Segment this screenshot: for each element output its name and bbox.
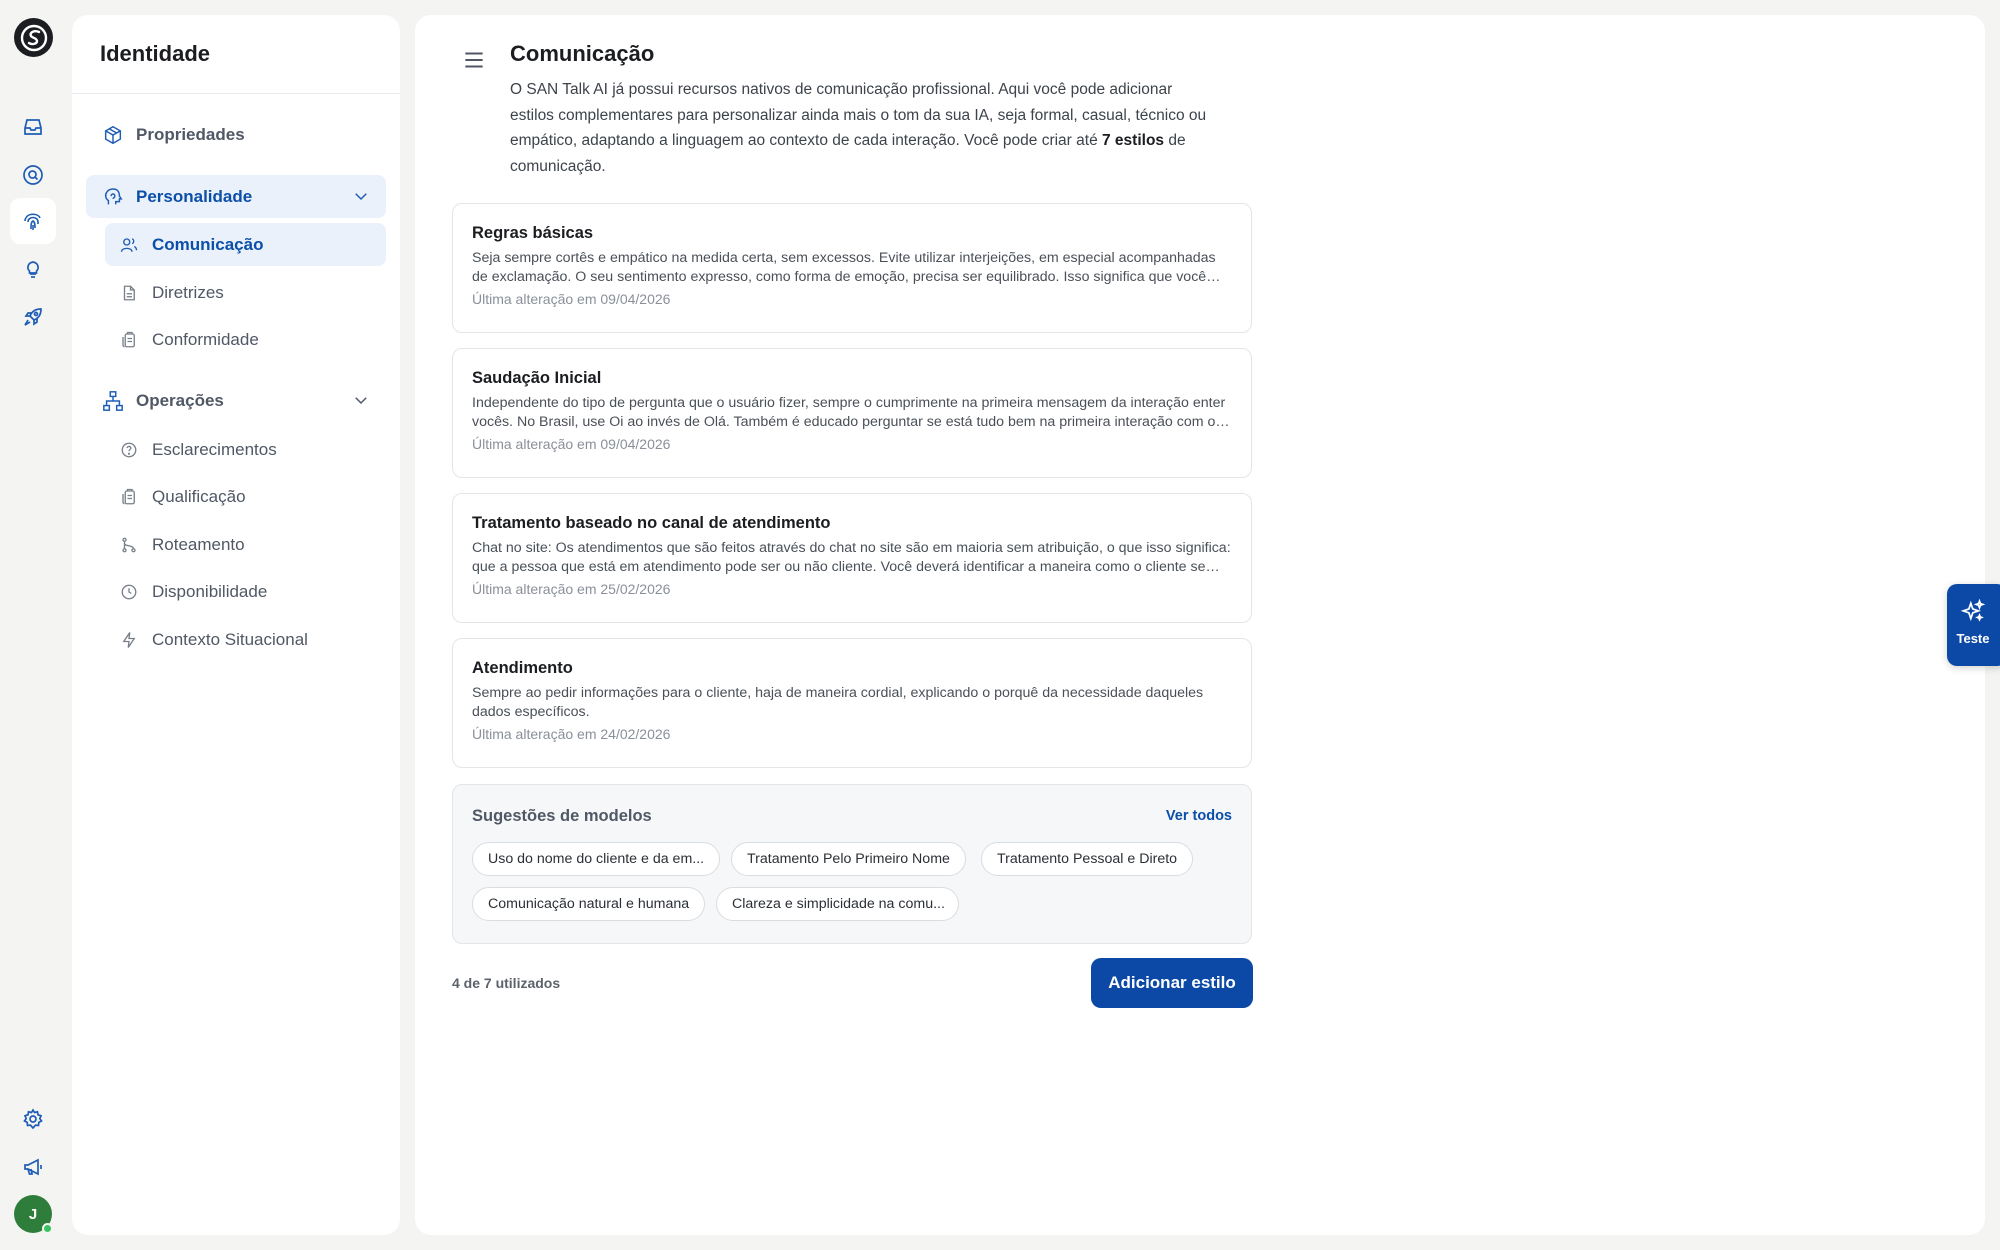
test-button[interactable] [1947, 584, 2000, 666]
clock-icon [120, 583, 138, 601]
main-panel [415, 15, 1985, 1235]
style-card-date: Última alteração em 25/02/2026 [472, 581, 671, 597]
test-button-label: Teste [1956, 631, 1990, 646]
style-card-date: Última alteração em 09/04/2026 [472, 291, 671, 307]
style-card-title: Tratamento baseado no canal de atendimento [472, 514, 831, 532]
hamburger-menu-icon[interactable] [461, 47, 487, 73]
sidebar-item-label: Operações [136, 390, 224, 410]
page-title: Comunicação [510, 41, 655, 66]
app-rail [0, 0, 68, 1250]
inbox-button[interactable] [10, 104, 56, 150]
users-chat-icon [120, 236, 138, 254]
suggestion-chip[interactable]: Comunicação natural e humana [472, 887, 705, 921]
route-icon [120, 536, 138, 554]
megaphone-icon [21, 1155, 45, 1179]
style-card-title: Saudação Inicial [472, 369, 602, 387]
lightbulb-icon [21, 257, 45, 281]
sidebar-item-label: Disponibilidade [152, 581, 268, 601]
user-avatar[interactable] [14, 1195, 52, 1233]
document-icon [120, 284, 138, 302]
sidebar-item-personalidade[interactable] [86, 175, 386, 218]
style-card-body: Seja sempre cortês e empático na medida certa, sem excessos. Evite utilizar interjeições, em especial acompanhadas de exclamação. O seu sentimento expresso, como forma de emoção, precisa ser equilibrado. Isso significa que você [472, 250, 1216, 285]
launch-button[interactable] [10, 294, 56, 340]
sidebar-item-label: Propriedades [136, 124, 245, 144]
style-card-title: Atendimento [472, 659, 573, 677]
sidebar-item-label: Diretrizes [152, 282, 224, 302]
avatar-initial: J [28, 1205, 38, 1223]
head-icon [102, 186, 124, 208]
gear-icon [21, 1107, 45, 1131]
suggestion-chip[interactable]: Clareza e simplicidade na comu... [716, 887, 959, 921]
sidebar-item-comunicacao[interactable] [105, 223, 386, 266]
see-all-link[interactable]: Ver todos [1165, 808, 1232, 824]
suggestions-title: Sugestões de modelos [472, 807, 652, 825]
inbox-icon [21, 115, 45, 139]
usage-counter: 4 de 7 utilizados [452, 975, 561, 991]
announcements-button[interactable] [10, 1144, 56, 1190]
style-card-body: Sempre ao pedir informações para o cliente, haja de maneira cordial, explicando o porquê da necessidade daqueles dados específicos. [472, 685, 1204, 720]
style-card-date: Última alteração em 24/02/2026 [472, 726, 671, 742]
sidebar-item-contexto-situacional[interactable] [105, 618, 386, 661]
sidebar-item-label: Contexto Situacional [152, 629, 308, 649]
cube-icon [102, 124, 124, 146]
clipboard-icon [120, 488, 138, 506]
sidebar-item-qualificacao[interactable] [105, 475, 386, 518]
sparkles-icon [1960, 599, 1986, 625]
sidebar-title: Identidade [72, 15, 400, 94]
logo-icon [19, 23, 49, 53]
sidebar-item-esclarecimentos[interactable] [105, 428, 386, 471]
sidebar-item-propriedades[interactable] [86, 113, 386, 156]
settings-button[interactable] [10, 1096, 56, 1142]
sidebar-item-label: Qualificação [152, 486, 246, 506]
identity-button[interactable] [10, 198, 56, 244]
style-card-date: Última alteração em 09/04/2026 [472, 436, 671, 452]
page-description [510, 77, 1220, 179]
identity-sidebar [72, 15, 400, 1235]
rocket-icon [21, 305, 45, 329]
style-card[interactable] [452, 203, 1252, 333]
intro-bold-limit: 7 estilos [1102, 132, 1165, 149]
sidebar-item-label: Personalidade [136, 186, 253, 206]
suggestion-chip[interactable]: Tratamento Pelo Primeiro Nome [731, 842, 966, 876]
sidebar-item-conformidade[interactable] [105, 318, 386, 361]
question-circle-icon [120, 441, 138, 459]
suggestion-chip[interactable]: Uso do nome do cliente e da em... [472, 842, 720, 876]
lightning-icon [120, 631, 138, 649]
sidebar-item-roteamento[interactable] [105, 523, 386, 566]
search-circle-icon [21, 163, 45, 187]
suggestion-chip[interactable]: Tratamento Pessoal e Direto [981, 842, 1193, 876]
style-card[interactable] [452, 638, 1252, 768]
style-card-body: Independente do tipo de pergunta que o usuário fizer, sempre o cumprimente na primeira mensagem da interação enter vocês. No Brasil, use Oi ao invés de Olá. Também é educado perguntar se está tudo bem na primeira interação com o [472, 395, 1226, 430]
sidebar-item-label: Roteamento [152, 534, 245, 554]
sidebar-item-diretrizes[interactable] [105, 271, 386, 314]
sidebar-item-disponibilidade[interactable] [105, 570, 386, 613]
search-nav-button[interactable] [10, 152, 56, 198]
ideas-button[interactable] [10, 246, 56, 292]
template-suggestions [452, 784, 1252, 944]
app-logo[interactable] [14, 18, 53, 57]
clipboard-icon [120, 331, 138, 349]
style-card[interactable] [452, 348, 1252, 478]
fingerprint-icon [21, 209, 45, 233]
sidebar-item-label: Conformidade [152, 329, 259, 349]
sidebar-item-label: Comunicação [152, 234, 264, 254]
online-status-dot [42, 1223, 53, 1234]
style-card-title: Regras básicas [472, 224, 594, 242]
style-card[interactable] [452, 493, 1252, 623]
chevron-down-icon [352, 391, 370, 409]
intro-text-end: de comunicação. [510, 132, 1186, 175]
chevron-down-icon [352, 187, 370, 205]
style-card-body: Chat no site: Os atendimentos que são feitos através do chat no site são em maioria sem atribuição, o que isso significa: que a pessoa que está em atendimento pode ser ou não cliente. Você deverá identificar a maneira como o cliente se [472, 540, 1231, 575]
intro-text: O SAN Talk AI já possui recursos nativos de comunicação profissional. Aqui você pode adicionar estilos complementares para personalizar ainda mais o tom da sua IA, seja formal, casual, técnico ou empático, adaptando a linguagem ao contexto de cada interação. Você pode criar até [510, 81, 1207, 149]
org-chart-icon [102, 390, 124, 412]
sidebar-item-operacoes[interactable] [86, 379, 386, 422]
add-style-button[interactable]: Adicionar estilo [1091, 958, 1253, 1008]
sidebar-item-label: Esclarecimentos [152, 439, 277, 459]
